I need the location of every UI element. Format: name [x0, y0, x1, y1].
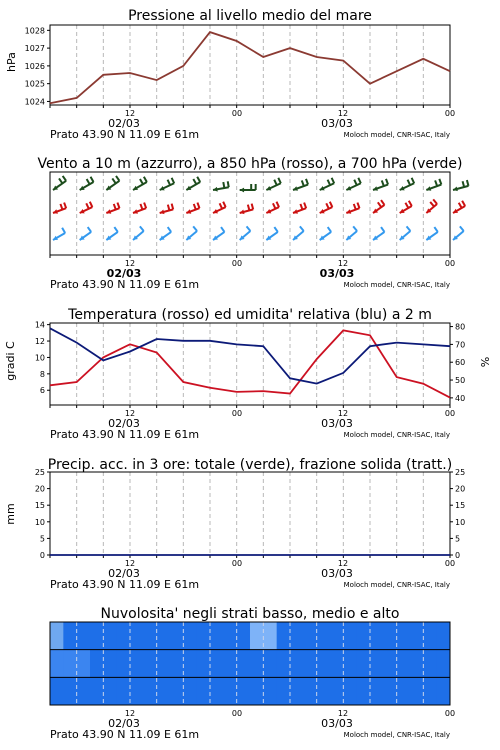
- wind-barb-head: [240, 188, 244, 193]
- x-tick-label-date: 02/03: [106, 267, 142, 280]
- cloud-cell: [437, 650, 451, 678]
- wind-barb: [106, 203, 119, 214]
- wind-barb-feather: [354, 180, 357, 185]
- wind-barb-feather: [140, 204, 142, 210]
- wind-barb-feather: [412, 178, 415, 183]
- wind-barb-feather: [353, 226, 357, 231]
- wind-barb: [186, 177, 200, 190]
- wind-barb-feather: [87, 179, 90, 184]
- wind-barb: [400, 201, 412, 213]
- pressure-panel: [5, 8, 455, 141]
- wind-barb-feather: [278, 178, 281, 183]
- wind-barb: [106, 176, 119, 190]
- y-tick-label-right: 5: [455, 534, 461, 544]
- x-tick-label-hour: 00: [444, 109, 456, 118]
- wind-barb-feather: [168, 180, 171, 185]
- wind-barb-feather: [435, 180, 437, 186]
- model-credit: Moloch model, CNR-ISAC, Italy: [343, 281, 450, 289]
- y-tick-label: 25: [34, 468, 45, 477]
- wind-barb: [213, 181, 229, 191]
- wind-panel: [37, 156, 468, 291]
- wind-barb-feather: [172, 178, 175, 183]
- y-tick-label: 5: [39, 534, 45, 544]
- wind-barb: [453, 226, 464, 240]
- wind-barb: [293, 203, 306, 214]
- cloud-cell: [50, 622, 64, 650]
- x-tick-label-date: 02/03: [108, 717, 140, 730]
- wind-barb-feather: [302, 180, 304, 186]
- wind-barb-feather: [221, 227, 224, 232]
- x-tick-label-hour: 12: [124, 259, 136, 268]
- wind-barb: [400, 178, 415, 191]
- wind-barb-feather: [193, 179, 196, 184]
- y-tick-label: 10: [34, 353, 45, 363]
- plot-frame: [50, 323, 450, 405]
- wind-barb: [80, 177, 94, 190]
- x-tick-label-hour: 12: [337, 109, 349, 118]
- wind-barb-feather: [168, 205, 170, 211]
- y-tick-label-right: 25: [455, 468, 466, 477]
- y-tick-label: 1026: [24, 61, 45, 71]
- wind-barb-feather: [144, 177, 147, 182]
- y-tick-label: 12: [34, 337, 45, 347]
- precipitation-panel: [4, 457, 465, 591]
- wind-barb-feather: [430, 202, 434, 207]
- wind-barb-feather: [276, 202, 279, 207]
- wind-barb-feather: [223, 182, 224, 188]
- wind-barb: [80, 202, 93, 214]
- wind-barb-feather: [467, 180, 469, 186]
- cloud-cell: [437, 622, 451, 650]
- wind-barb-feather: [405, 203, 408, 208]
- pressure-ylabel: hPa: [5, 52, 18, 72]
- wind-barb-feather: [252, 204, 254, 210]
- x-tick-label-hour: 12: [337, 259, 349, 268]
- wind-barb-feather: [140, 226, 144, 231]
- wind-barb: [426, 199, 437, 213]
- wind-barb-feather: [228, 181, 229, 187]
- y-tick-label: 10: [34, 517, 45, 527]
- wind-barb-feather: [439, 179, 441, 185]
- wind-barb-feather: [459, 203, 462, 208]
- wind-barb-feather: [63, 176, 66, 181]
- wind-barb: [53, 176, 66, 190]
- y-tick-label-right: 10: [455, 517, 466, 527]
- x-tick-label-hour: 00: [231, 559, 243, 568]
- wind-barb-feather: [59, 178, 62, 183]
- wind-barb-feather: [117, 203, 119, 209]
- plot-frame: [50, 472, 450, 555]
- wind-barb-feather: [140, 179, 143, 184]
- wind-barb: [320, 202, 333, 214]
- precipitation-title: Precip. acc. in 3 ore: totale (verde), frazione solida (tratt.): [47, 457, 453, 473]
- wind-barb: [240, 204, 254, 215]
- wind-barb: [106, 227, 117, 240]
- x-tick-label-hour: 00: [444, 409, 456, 418]
- x-tick-label-hour: 12: [124, 409, 136, 418]
- wind-barb-feather: [381, 200, 384, 205]
- wind-barb: [133, 177, 147, 190]
- y-tick-label: 1028: [24, 26, 45, 36]
- y-tick-label: 8: [39, 369, 45, 379]
- wind-barb-feather: [274, 180, 277, 185]
- x-tick-label-hour: 12: [124, 559, 136, 568]
- wind-barb-feather: [326, 203, 329, 208]
- wind-barb: [373, 227, 384, 240]
- wind-barb-feather: [114, 204, 116, 210]
- wind-barb: [320, 227, 331, 240]
- x-tick-label-hour: 12: [337, 709, 349, 718]
- wind-barb-feather: [144, 203, 146, 209]
- wind-barb: [320, 178, 335, 191]
- station-info: Prato 43.90 N 11.09 E 61m: [50, 428, 200, 441]
- cloud-cell: [50, 650, 64, 678]
- cloud-title: Nuvolosita' negli strati basso, medio e alto: [100, 606, 400, 622]
- y-tick-label: 15: [34, 501, 45, 511]
- wind-barb-feather: [274, 227, 277, 232]
- wind-barb-feather: [460, 226, 464, 231]
- y-tick-label: 1027: [24, 44, 45, 54]
- x-tick-label-hour: 12: [124, 109, 136, 118]
- wind-barb: [213, 202, 226, 214]
- wind-barb-feather: [378, 202, 381, 207]
- wind-barb: [53, 203, 66, 214]
- cloud-cell: [437, 677, 451, 705]
- humidity-line: [50, 328, 450, 383]
- wind-barb: [293, 179, 308, 191]
- wind-barb-feather: [168, 227, 171, 232]
- x-tick-label-date: 03/03: [321, 567, 353, 580]
- temperature-ylabel: gradi C: [4, 341, 17, 381]
- y-tick-label: 0: [39, 551, 45, 560]
- precipitation-ylabel: mm: [4, 503, 17, 525]
- wind-barb: [240, 184, 256, 192]
- x-tick-label-hour: 12: [337, 409, 349, 418]
- wind-barb: [160, 178, 175, 191]
- y-tick-label-right: 80: [455, 322, 466, 332]
- wind-barb-feather: [91, 177, 94, 182]
- wind-barb: [213, 227, 224, 240]
- wind-barb-feather: [172, 204, 174, 210]
- wind-barb-feather: [304, 203, 306, 209]
- wind-barb-feather: [408, 180, 411, 185]
- y-tick-label-right: 70: [455, 340, 466, 350]
- x-tick-label-hour: 12: [124, 709, 136, 718]
- wind-barb-feather: [407, 226, 411, 231]
- wind-barb-feather: [433, 199, 437, 204]
- wind-barb: [346, 178, 361, 191]
- wind-barb-feather: [62, 228, 65, 233]
- x-tick-label-hour: 00: [231, 109, 243, 118]
- y-tick-label-right: 0: [455, 551, 461, 560]
- wind-barb-feather: [332, 178, 335, 183]
- wind-barb: [400, 226, 411, 240]
- x-tick-label-date: 03/03: [319, 267, 355, 280]
- wind-barb: [133, 226, 144, 240]
- humidity-ylabel: %: [479, 356, 492, 368]
- wind-barb-feather: [354, 204, 356, 210]
- x-tick-label-hour: 00: [444, 709, 456, 718]
- x-tick-label-hour: 00: [231, 709, 243, 718]
- wind-barb: [133, 203, 146, 214]
- model-credit: Moloch model, CNR-ISAC, Italy: [343, 431, 450, 439]
- wind-barb-feather: [328, 180, 331, 185]
- wind-barb-feather: [116, 176, 119, 181]
- y-tick-label-right: 15: [455, 501, 466, 511]
- pressure-line: [50, 32, 450, 103]
- station-info: Prato 43.90 N 11.09 E 61m: [50, 578, 200, 591]
- x-tick-label-hour: 00: [231, 409, 243, 418]
- wind-barb-feather: [114, 227, 117, 232]
- wind-barb: [373, 200, 384, 213]
- wind-barb: [186, 226, 197, 240]
- x-tick-label-date: 02/03: [108, 567, 140, 580]
- wind-barb: [346, 226, 357, 240]
- model-credit: Moloch model, CNR-ISAC, Italy: [343, 131, 450, 139]
- x-tick-label-hour: 12: [337, 559, 349, 568]
- wind-barb-feather: [409, 201, 412, 206]
- wind-barb-feather: [193, 226, 197, 231]
- wind-barb-feather: [462, 201, 465, 206]
- wind-barb: [186, 203, 199, 214]
- temperature-line: [50, 330, 450, 397]
- wind-barb-feather: [248, 205, 250, 211]
- y-tick-label: 20: [34, 484, 45, 494]
- wind-barb: [266, 202, 279, 214]
- wind-barb: [266, 178, 281, 191]
- wind-title: Vento a 10 m (azzurro), a 850 hPa (rosso), a 700 hPa (verde): [37, 156, 463, 172]
- wind-barb-feather: [306, 179, 308, 185]
- y-tick-label: 6: [39, 386, 45, 396]
- plot-frame: [50, 25, 450, 105]
- wind-barb-feather: [386, 179, 388, 185]
- pressure-title: Pressione al livello medio del mare: [128, 8, 372, 24]
- wind-barb-feather: [247, 226, 251, 231]
- x-tick-label-date: 02/03: [108, 417, 140, 430]
- wind-barb: [53, 228, 65, 240]
- wind-barb-feather: [330, 202, 333, 207]
- wind-barb-feather: [86, 203, 89, 208]
- wind-barb: [240, 226, 251, 240]
- x-tick-label-date: 03/03: [321, 717, 353, 730]
- wind-barb: [373, 179, 388, 191]
- cloud-cell: [50, 677, 64, 705]
- wind-barb-feather: [64, 203, 66, 209]
- wind-barb-feather: [381, 227, 384, 232]
- station-info: Prato 43.90 N 11.09 E 61m: [50, 278, 200, 291]
- wind-barb-feather: [358, 178, 361, 183]
- wind-barb: [266, 227, 277, 240]
- station-info: Prato 43.90 N 11.09 E 61m: [50, 128, 200, 141]
- wind-barb-feather: [194, 204, 196, 210]
- y-tick-label: 14: [34, 320, 45, 330]
- x-tick-label-hour: 00: [444, 259, 456, 268]
- wind-barb: [160, 204, 174, 215]
- wind-barb-feather: [197, 203, 199, 209]
- wind-barb-feather: [328, 227, 331, 232]
- cloud-cover-panel: [50, 606, 455, 741]
- wind-barb-feather: [223, 202, 226, 207]
- wind-barb-feather: [300, 226, 304, 231]
- wind-barb: [426, 227, 437, 240]
- wind-barb: [453, 180, 468, 191]
- wind-barb: [426, 179, 441, 191]
- wind-barb-feather: [434, 227, 437, 232]
- y-tick-label: 1025: [24, 79, 45, 89]
- wind-barb-feather: [88, 227, 91, 232]
- wind-barb-feather: [90, 202, 93, 207]
- wind-barb: [453, 201, 465, 213]
- station-info: Prato 43.90 N 11.09 E 61m: [50, 728, 200, 741]
- x-tick-label-hour: 00: [444, 559, 456, 568]
- wind-barb: [80, 227, 91, 240]
- x-tick-label-date: 02/03: [108, 117, 140, 130]
- wind-barb-feather: [382, 180, 384, 186]
- y-tick-label-right: 20: [455, 484, 466, 494]
- y-tick-label-right: 40: [455, 393, 466, 403]
- model-credit: Moloch model, CNR-ISAC, Italy: [343, 581, 450, 589]
- wind-barb: [293, 226, 304, 240]
- wind-barb-feather: [463, 181, 465, 187]
- wind-barb: [346, 203, 359, 214]
- x-tick-label-date: 03/03: [321, 117, 353, 130]
- wind-barb-feather: [60, 204, 62, 210]
- wind-barb-feather: [300, 204, 302, 210]
- y-tick-label: 1024: [24, 97, 45, 107]
- x-tick-label-hour: 00: [231, 259, 243, 268]
- wind-barb-feather: [197, 177, 200, 182]
- temperature-humidity-panel: [4, 307, 492, 441]
- model-credit: Moloch model, CNR-ISAC, Italy: [343, 731, 450, 739]
- wind-barb-feather: [357, 203, 359, 209]
- x-tick-label-date: 03/03: [321, 417, 353, 430]
- wind-barb: [160, 227, 171, 240]
- y-tick-label-right: 50: [455, 376, 466, 386]
- temperature-title: Temperatura (rosso) ed umidita' relativa (blu) a 2 m: [68, 307, 432, 323]
- wind-barb-feather: [112, 178, 115, 183]
- wind-barb-feather: [273, 203, 276, 208]
- wind-barb-feather: [220, 203, 223, 208]
- y-tick-label-right: 60: [455, 358, 466, 368]
